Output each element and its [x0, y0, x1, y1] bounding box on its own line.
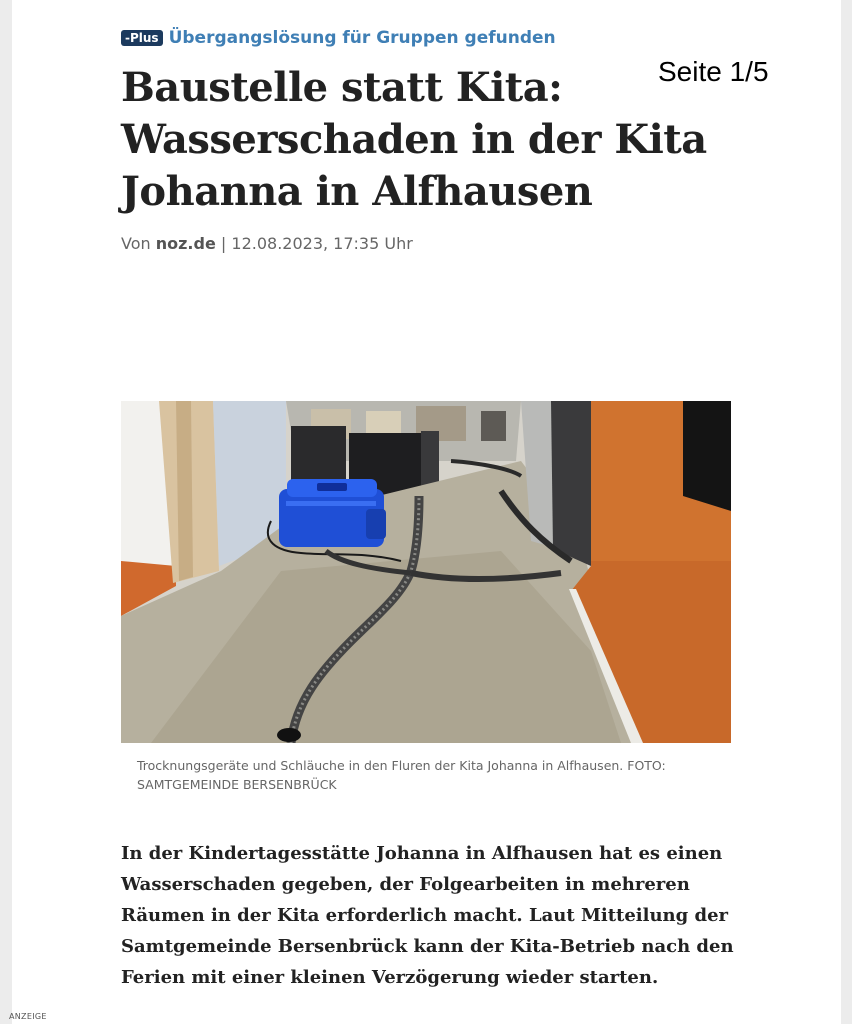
article-lead: In der Kindertagesstätte Johanna in Alfhausen hat es einen Wasserschaden gegeben, der Folgearbeiten in mehreren Räumen in der Kita erforderlich macht. Laut Mitteilung der Samtgemeinde Bersenbrück kann der Kita-Betrieb nach den Ferien mit einer kleinen Verzögerung wieder starten. [121, 843, 734, 988]
article-page [12, 0, 841, 1024]
article-photo[interactable] [121, 401, 731, 743]
byline-author[interactable]: noz.de [155, 234, 216, 253]
hallway-drying-equipment-image [121, 401, 731, 743]
ad-label: ANZEIGE [9, 1012, 47, 1021]
article-kicker[interactable] [121, 28, 556, 48]
byline [121, 234, 413, 253]
byline-prefix: Von [121, 234, 151, 253]
plus-badge: -Plus [121, 30, 163, 46]
byline-date: | 12.08.2023, 17:35 Uhr [220, 234, 413, 253]
photo-caption: Trocknungsgeräte und Schläuche in den Fluren der Kita Johanna in Alfhausen. FOTO: SAMTGEMEINDE BERSENBRÜCK [137, 758, 666, 792]
page-counter: Seite 1/5 [658, 56, 769, 87]
kicker-text[interactable]: Übergangslösung für Gruppen gefunden [168, 28, 556, 48]
article-headline: Baustelle statt Kita: Wasserschaden in der Kita Johanna in Alfhausen [121, 64, 707, 215]
